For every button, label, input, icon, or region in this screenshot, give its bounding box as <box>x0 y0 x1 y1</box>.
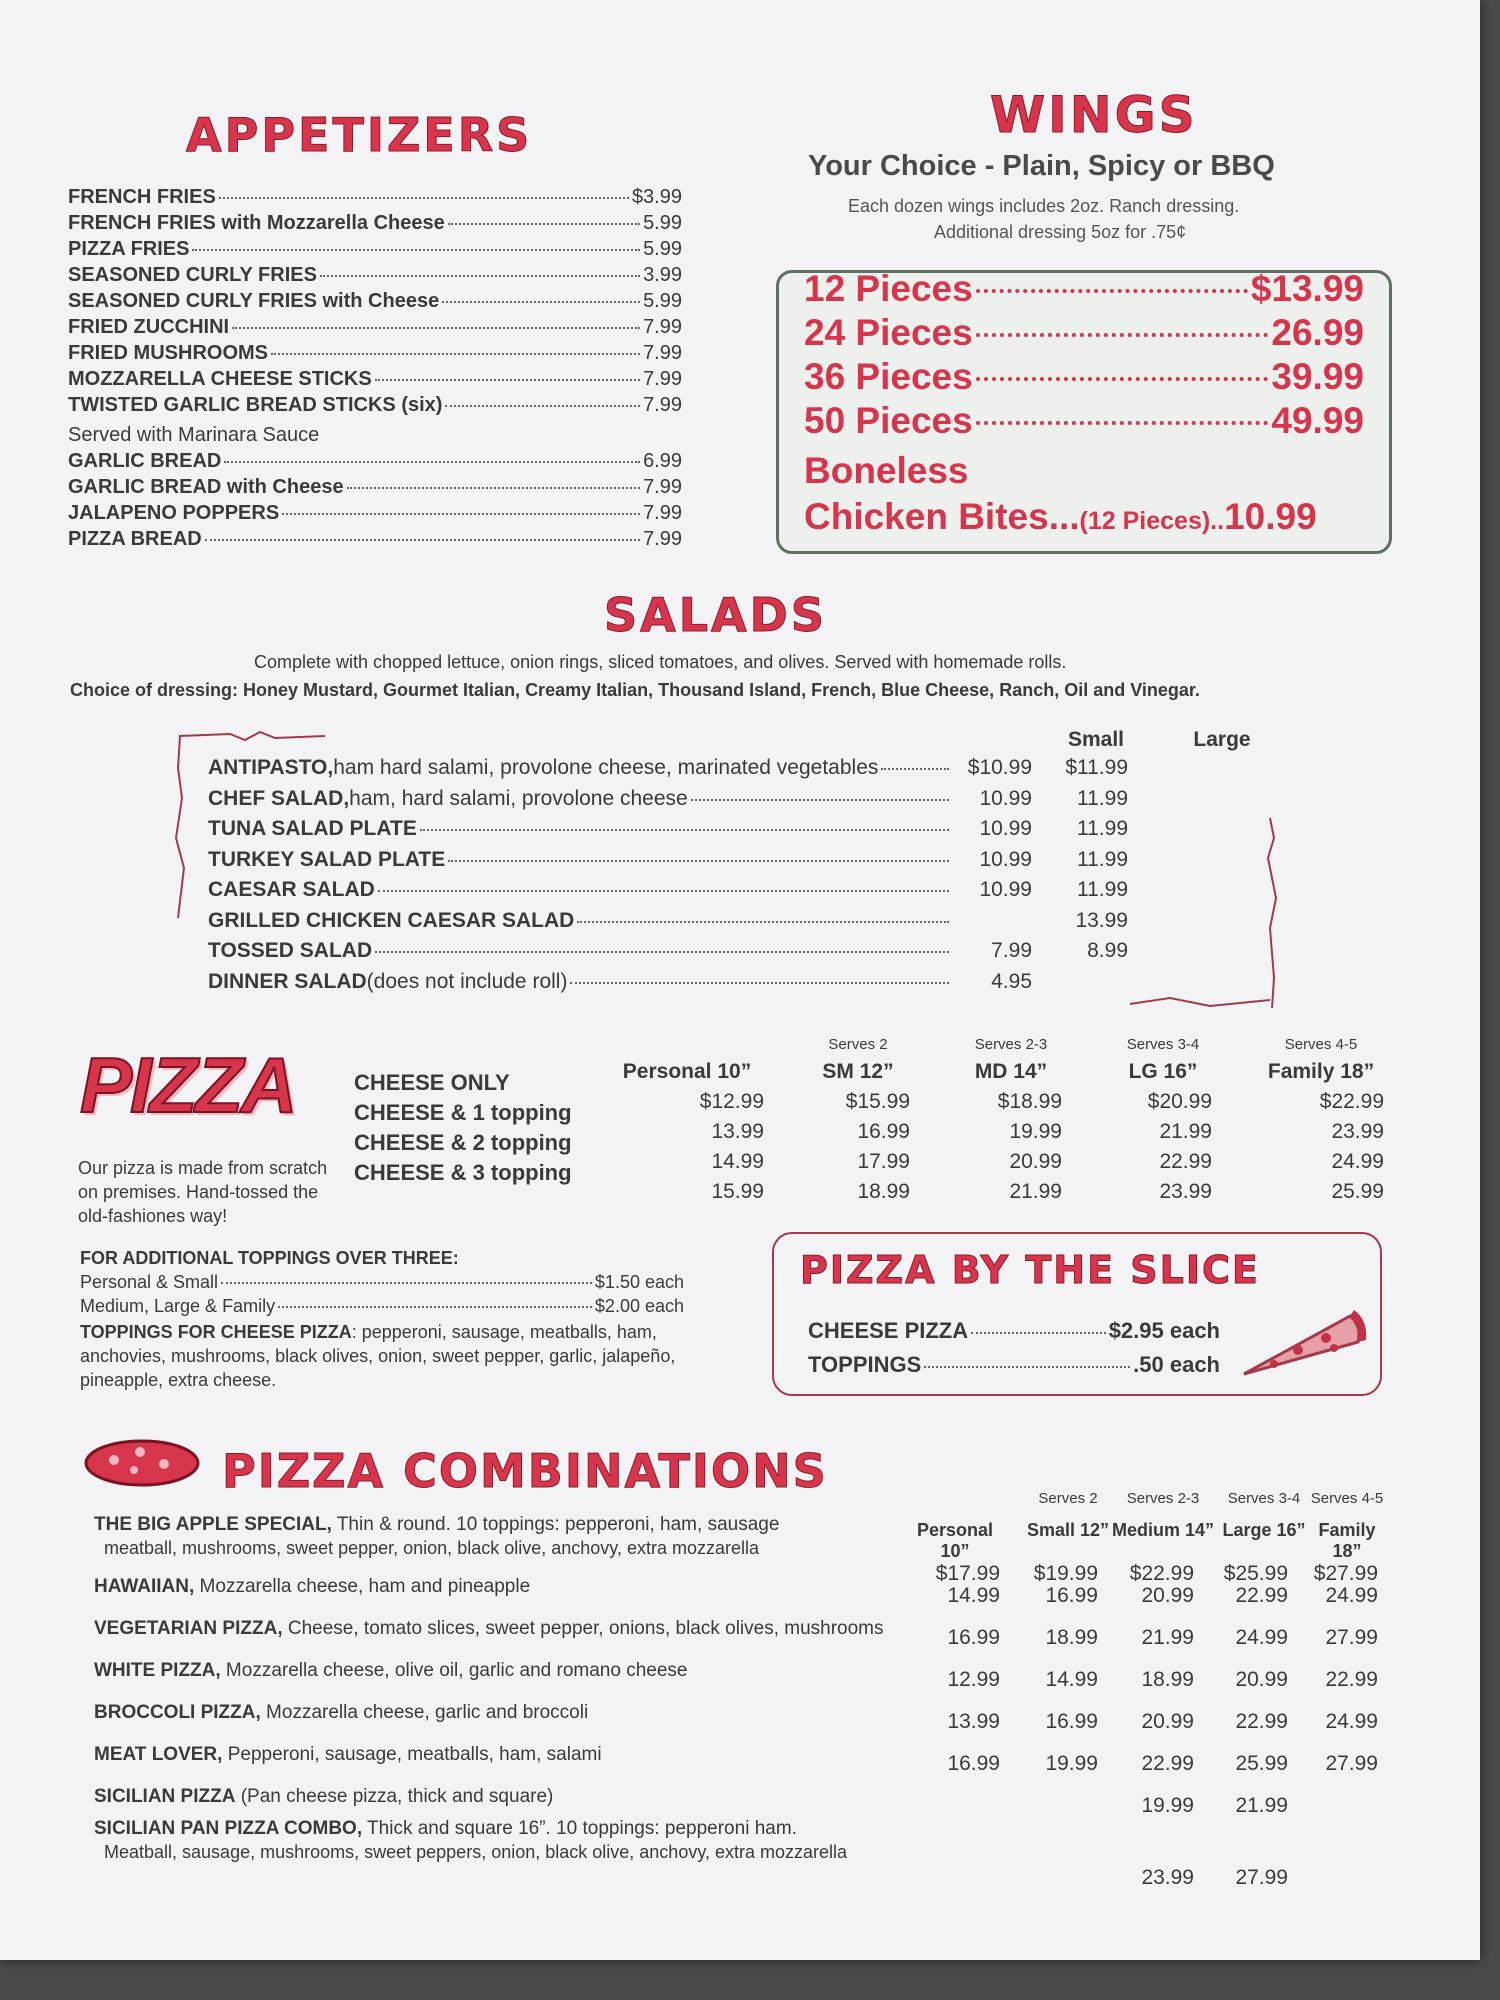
leader-dots <box>282 513 640 515</box>
pizza-serves-label: Serves 3-4 <box>1126 1036 1200 1053</box>
salads-col-large: Large <box>1193 728 1251 751</box>
appetizer-name: GARLIC BREAD <box>68 450 222 472</box>
salads-description: Complete with chopped lettuce, onion rings, sliced tomatoes, and olives. Served with homemade rolls. <box>254 652 1067 672</box>
combo-item <box>94 1818 797 1840</box>
leader-dots <box>691 799 949 801</box>
salad-name: CHEF SALAD, <box>208 786 350 810</box>
appetizer-name: FRIED MUSHROOMS <box>68 342 268 364</box>
wing-item <box>804 356 1364 398</box>
slice-item-name: TOPPINGS <box>808 1352 922 1377</box>
leader-dots <box>420 829 949 831</box>
combo-price: 13.99 <box>947 1710 1000 1733</box>
toppings-list: : pepperoni, sausage, meatballs, ham, anchovies, mushrooms, black olives, onion, sweet pepper, garlic, jalapeño, pineapple, extra cheese. <box>80 1322 676 1390</box>
combo-price: 24.99 <box>1325 1584 1378 1607</box>
appetizer-name: SEASONED CURLY FRIES with Cheese <box>68 290 440 312</box>
pizza-price: 21.99 <box>1009 1180 1062 1203</box>
appetizer-item <box>68 368 682 391</box>
combo-price: 22.99 <box>1235 1710 1288 1733</box>
salad-item <box>208 939 1128 963</box>
wing-quantity: 50 Pieces <box>804 400 973 441</box>
pizza-price: 19.99 <box>1009 1120 1062 1143</box>
salad-desc: ham hard salami, provolone cheese, marinated vegetables <box>333 756 879 779</box>
pizza-serves-label: Serves 2-3 <box>974 1036 1048 1053</box>
combo-price: 16.99 <box>947 1752 1000 1775</box>
leader-dots <box>442 301 640 303</box>
combo-price: $25.99 <box>1223 1562 1288 1585</box>
combo-desc: (Pan cheese pizza, thick and square) <box>235 1786 554 1807</box>
combo-price: 21.99 <box>1235 1794 1288 1817</box>
salad-name: TURKEY SALAD PLATE <box>208 847 446 871</box>
combo-size-header: Small 12” <box>1026 1520 1110 1540</box>
appetizer-item <box>68 450 682 473</box>
additional-topping-name: Medium, Large & Family <box>80 1296 276 1316</box>
combo-price: 16.99 <box>1045 1710 1098 1733</box>
pizza-size-header: Family 18” <box>1267 1060 1375 1083</box>
leader-dots <box>192 249 640 251</box>
additional-topping-price: $2.00 each <box>594 1296 684 1316</box>
slice-item <box>808 1352 1220 1378</box>
slice-title: PIZZA BY THE SLICE <box>800 1248 1260 1292</box>
combo-size-header: Personal 10” <box>916 1520 994 1561</box>
leader-dots <box>271 353 640 355</box>
combo-price: 22.99 <box>1325 1668 1378 1691</box>
combo-price: $19.99 <box>1033 1562 1098 1585</box>
wing-quantity: 12 Pieces <box>804 268 973 309</box>
pizza-price: $18.99 <box>997 1090 1062 1113</box>
leader-dots <box>445 405 640 407</box>
appetizer-name: PIZZA BREAD <box>68 528 202 550</box>
pizza-size-header: SM 12” <box>822 1060 894 1083</box>
combo-price: $17.99 <box>935 1562 1000 1585</box>
appetizer-price: $3.99 <box>631 186 682 208</box>
combo-desc: Cheese, tomato slices, sweet pepper, onions, black olives, mushrooms <box>282 1618 884 1639</box>
combo-price: 22.99 <box>1141 1752 1194 1775</box>
leader-dots <box>976 333 1269 337</box>
combos-title: PIZZA COMBINATIONS <box>222 1444 828 1498</box>
salad-large-price: 11.99 <box>1077 786 1128 810</box>
pizza-price: 15.99 <box>711 1180 764 1203</box>
salad-name: CAESAR SALAD <box>208 878 375 901</box>
combo-desc-line-2: Meatball, sausage, mushrooms, sweet peppers, onion, black olive, anchovy, extra mozzarella <box>104 1842 848 1862</box>
combo-name: WHITE PIZZA, <box>94 1660 221 1681</box>
appetizer-name: GARLIC BREAD with Cheese <box>68 476 344 498</box>
combo-price: 18.99 <box>1045 1626 1098 1649</box>
combo-desc: Mozzarella cheese, garlic and broccoli <box>260 1702 589 1723</box>
pizza-logo: PIZZA <box>80 1041 296 1129</box>
salad-large-price: 8.99 <box>1087 939 1128 962</box>
pizza-price: 20.99 <box>1009 1150 1062 1173</box>
appetizer-item <box>68 316 682 339</box>
appetizer-price: 5.99 <box>643 290 682 312</box>
appetizer-name: SEASONED CURLY FRIES <box>68 264 317 286</box>
leader-dots <box>224 461 640 463</box>
marinara-note: Served with Marinara Sauce <box>68 424 320 446</box>
combo-size-header: Family 18” <box>1318 1520 1376 1561</box>
wing-price: 39.99 <box>1271 356 1364 397</box>
leader-dots <box>924 1366 1130 1368</box>
combo-name: BROCCOLI PIZZA, <box>94 1702 261 1723</box>
pizza-size-header: MD 14” <box>974 1060 1048 1083</box>
salad-small-price: 10.99 <box>979 847 1032 871</box>
slice-item-price: .50 each <box>1133 1352 1220 1377</box>
pizza-price: $15.99 <box>845 1090 910 1113</box>
combo-item <box>94 1786 553 1808</box>
salad-name: ANTIPASTO, <box>208 756 334 779</box>
pizza-slice-icon <box>1238 1306 1368 1378</box>
slice-item-price: $2.95 each <box>1108 1318 1220 1343</box>
appetizer-name: MOZZARELLA CHEESE STICKS <box>68 368 372 390</box>
appetizer-item <box>68 528 682 551</box>
leader-dots <box>976 421 1269 425</box>
salad-name: TUNA SALAD PLATE <box>208 817 417 840</box>
combo-price: 27.99 <box>1235 1866 1288 1889</box>
wings-subtitle: Your Choice - Plain, Spicy or BBQ <box>808 150 1275 182</box>
salad-large-price: $11.99 <box>1065 756 1128 779</box>
leader-dots <box>347 487 640 489</box>
leader-dots <box>205 539 640 541</box>
appetizer-name: FRIED ZUCCHINI <box>68 316 230 338</box>
salad-item <box>208 787 1128 811</box>
salad-small-price: 10.99 <box>979 878 1032 901</box>
appetizer-item <box>68 394 682 417</box>
boneless-qty: (12 Pieces).. <box>1079 507 1225 535</box>
pizza-price: 16.99 <box>857 1120 910 1143</box>
combo-item <box>94 1660 687 1682</box>
leader-dots <box>976 377 1269 381</box>
additional-topping-name: Personal & Small <box>80 1272 219 1292</box>
combo-desc: Pepperoni, sausage, meatballs, ham, salami <box>222 1744 602 1765</box>
combo-price: 16.99 <box>1045 1584 1098 1607</box>
combo-serves-label: Serves 4-5 <box>1310 1490 1384 1507</box>
appetizer-item <box>68 342 682 365</box>
leader-dots <box>221 1282 592 1284</box>
appetizer-price: 7.99 <box>643 528 682 550</box>
combo-serves-label: Serves 3-4 <box>1227 1490 1301 1507</box>
combo-item <box>94 1618 884 1640</box>
salad-desc: ham, hard salami, provolone cheese <box>349 786 688 810</box>
wing-quantity: 36 Pieces <box>804 356 973 397</box>
combo-name: HAWAIIAN, <box>94 1576 195 1597</box>
appetizer-price: 7.99 <box>643 368 682 390</box>
combo-price: 23.99 <box>1141 1866 1194 1889</box>
combo-price: 24.99 <box>1235 1626 1288 1649</box>
wing-price: $13.99 <box>1250 268 1364 309</box>
wings-note-2: Additional dressing 5oz for .75¢ <box>934 222 1187 242</box>
combo-price: 14.99 <box>1045 1668 1098 1691</box>
combo-price: 14.99 <box>947 1584 1000 1607</box>
appetizer-price: 6.99 <box>643 450 682 472</box>
combo-price: 20.99 <box>1141 1584 1194 1607</box>
appetizer-name: FRENCH FRIES with Mozzarella Cheese <box>68 212 445 234</box>
additional-topping-item <box>80 1272 684 1293</box>
pizza-size-header: LG 16” <box>1128 1060 1198 1083</box>
wings-note-1: Each dozen wings includes 2oz. Ranch dressing. <box>848 196 1240 216</box>
combo-item <box>94 1514 779 1536</box>
combo-serves-label: Serves 2-3 <box>1126 1490 1200 1507</box>
leader-dots <box>448 223 640 225</box>
appetizer-name: TWISTED GARLIC BREAD STICKS (six) <box>68 394 443 416</box>
combo-price: 20.99 <box>1235 1668 1288 1691</box>
combo-price: 19.99 <box>1045 1752 1098 1775</box>
wing-item <box>804 400 1364 442</box>
combo-price: 27.99 <box>1325 1752 1378 1775</box>
combo-name: SICILIAN PAN PIZZA COMBO, <box>94 1818 363 1839</box>
combo-price: 24.99 <box>1325 1710 1378 1733</box>
combo-price: $27.99 <box>1313 1562 1378 1585</box>
combo-item <box>94 1702 588 1724</box>
salad-small-price: 4.95 <box>991 969 1032 993</box>
pizza-price: $20.99 <box>1147 1090 1212 1113</box>
combo-item <box>94 1576 530 1598</box>
combo-desc: Mozzarella cheese, olive oil, garlic and romano cheese <box>220 1660 688 1681</box>
salad-item <box>208 848 1128 872</box>
salad-desc: (does not include roll) <box>366 969 568 993</box>
appetizer-name: JALAPENO POPPERS <box>68 502 280 524</box>
toppings-label: TOPPINGS FOR CHEESE PIZZA <box>80 1322 352 1342</box>
appetizer-item <box>68 502 682 525</box>
pizza-price: 22.99 <box>1159 1150 1212 1173</box>
salads-title: SALADS <box>604 588 827 642</box>
salad-item <box>208 817 1128 841</box>
pizza-note: Our pizza is made from scratch on premises. Hand-tossed the old-fashiones way! <box>78 1158 328 1226</box>
appetizer-price: 7.99 <box>643 476 682 498</box>
salads-dressing: Choice of dressing: Honey Mustard, Gourmet Italian, Creamy Italian, Thousand Island, French, Blue Cheese, Ranch, Oil and Vinegar. <box>70 680 1200 700</box>
leader-dots <box>232 327 640 329</box>
leader-dots <box>976 289 1248 293</box>
leader-dots <box>219 197 629 199</box>
appetizer-name: PIZZA FRIES <box>68 238 190 260</box>
combo-price: 27.99 <box>1325 1626 1378 1649</box>
boneless-row <box>804 496 1317 538</box>
wings-title: WINGS <box>990 86 1198 144</box>
pizza-price: 25.99 <box>1331 1180 1384 1203</box>
pizza-price: 13.99 <box>711 1120 764 1143</box>
combo-item <box>94 1744 602 1766</box>
leader-dots <box>570 982 949 984</box>
salad-item <box>208 970 1128 994</box>
appetizer-item <box>68 186 682 209</box>
pizza-icon <box>84 1436 204 1490</box>
combo-desc-line-2: meatball, mushrooms, sweet pepper, onion, black olive, anchovy, extra mozzarella <box>104 1538 759 1558</box>
boneless-label: Boneless <box>804 450 969 491</box>
combo-price: $22.99 <box>1129 1562 1194 1585</box>
leader-dots <box>320 275 640 277</box>
pizza-price: $22.99 <box>1319 1090 1384 1113</box>
pizza-option: CHEESE ONLY <box>354 1070 510 1095</box>
appetizer-price: 5.99 <box>643 238 682 260</box>
salad-name: GRILLED CHICKEN CAESAR SALAD <box>208 908 575 932</box>
pizza-price: 24.99 <box>1331 1150 1384 1173</box>
leader-dots <box>881 768 949 770</box>
appetizer-price: 7.99 <box>643 394 682 416</box>
combo-desc: Thick and square 16”. 10 toppings: pepperoni ham. <box>362 1818 797 1839</box>
appetizer-item <box>68 290 682 313</box>
leader-dots <box>577 921 949 923</box>
leader-dots <box>378 890 949 892</box>
leader-dots <box>278 1306 592 1308</box>
combo-price: 22.99 <box>1235 1584 1288 1607</box>
pizza-price: 23.99 <box>1331 1120 1384 1143</box>
combo-size-header: Medium 14” <box>1111 1520 1215 1540</box>
pizza-serves-label: Serves 2 <box>828 1036 888 1053</box>
combo-name: THE BIG APPLE SPECIAL, <box>94 1514 332 1535</box>
salad-large-price: 11.99 <box>1077 847 1128 871</box>
combo-price: 16.99 <box>947 1626 1000 1649</box>
appetizer-item <box>68 476 682 499</box>
salad-item <box>208 909 1128 933</box>
pizza-price: 21.99 <box>1159 1120 1212 1143</box>
appetizer-item <box>68 212 682 235</box>
pizza-serves-label: Serves 4-5 <box>1284 1036 1358 1053</box>
combo-desc: Mozzarella cheese, ham and pineapple <box>194 1576 531 1597</box>
combo-name: VEGETARIAN PIZZA, <box>94 1618 283 1639</box>
salad-large-price: 11.99 <box>1077 817 1128 840</box>
boneless-name: Chicken Bites... <box>804 496 1080 537</box>
salad-item <box>208 878 1128 902</box>
combo-size-header: Large 16” <box>1222 1520 1306 1540</box>
pizza-price: $12.99 <box>699 1090 764 1113</box>
salad-small-price: $10.99 <box>967 756 1032 779</box>
pizza-size-header: Personal 10” <box>622 1060 752 1083</box>
leader-dots <box>375 379 640 381</box>
appetizer-price: 7.99 <box>643 316 682 338</box>
combo-price: 18.99 <box>1141 1668 1194 1691</box>
salad-small-price: 10.99 <box>979 786 1032 810</box>
slice-item-name: CHEESE PIZZA <box>808 1318 969 1343</box>
combo-price: 25.99 <box>1235 1752 1288 1775</box>
slice-item <box>808 1318 1220 1344</box>
salad-small-price: 10.99 <box>979 817 1032 840</box>
wing-price: 49.99 <box>1271 400 1364 441</box>
appetizer-price: 5.99 <box>643 212 682 234</box>
combo-name: SICILIAN PIZZA <box>94 1786 236 1807</box>
wing-quantity: 24 Pieces <box>804 312 973 353</box>
salads-col-small: Small <box>1067 728 1125 751</box>
wing-item <box>804 312 1364 354</box>
additional-toppings-title: FOR ADDITIONAL TOPPINGS OVER THREE: <box>80 1248 459 1268</box>
cheese-toppings-text <box>80 1320 680 1392</box>
pizza-price: 17.99 <box>857 1150 910 1173</box>
combo-price: 21.99 <box>1141 1626 1194 1649</box>
appetizer-item <box>68 238 682 261</box>
salad-item <box>208 756 1128 780</box>
pizza-option: CHEESE & 2 topping <box>354 1130 572 1155</box>
leader-dots <box>375 951 949 953</box>
pizza-option: CHEESE & 3 topping <box>354 1160 572 1185</box>
boneless-price: 10.99 <box>1224 496 1317 537</box>
additional-topping-item <box>80 1296 684 1317</box>
leader-dots <box>971 1332 1106 1334</box>
appetizer-price: 7.99 <box>643 502 682 524</box>
salad-large-price: 13.99 <box>1075 908 1128 932</box>
salad-small-price: 7.99 <box>991 939 1032 962</box>
combo-price: 12.99 <box>947 1668 1000 1691</box>
combo-serves-label: Serves 2 <box>1038 1490 1098 1507</box>
appetizer-price: 3.99 <box>643 264 682 286</box>
appetizer-item <box>68 264 682 287</box>
combo-price: 20.99 <box>1141 1710 1194 1733</box>
pizza-price: 14.99 <box>711 1150 764 1173</box>
wing-item <box>804 268 1364 310</box>
combo-desc: Thin & round. 10 toppings: pepperoni, ham, sausage <box>331 1514 780 1535</box>
pizza-price: 18.99 <box>857 1180 910 1203</box>
appetizer-name: FRENCH FRIES <box>68 186 216 208</box>
combo-name: MEAT LOVER, <box>94 1744 223 1765</box>
appetizer-price: 7.99 <box>643 342 682 364</box>
salad-large-price: 11.99 <box>1077 878 1128 901</box>
pizza-option: CHEESE & 1 topping <box>354 1100 572 1125</box>
additional-topping-price: $1.50 each <box>594 1272 684 1292</box>
salad-name: DINNER SALAD <box>208 969 367 993</box>
combo-price: 19.99 <box>1141 1794 1194 1817</box>
appetizers-title: APPETIZERS <box>186 108 533 162</box>
leader-dots <box>448 860 949 862</box>
salad-name: TOSSED SALAD <box>208 939 373 962</box>
wing-price: 26.99 <box>1271 312 1364 353</box>
pizza-price: 23.99 <box>1159 1180 1212 1203</box>
